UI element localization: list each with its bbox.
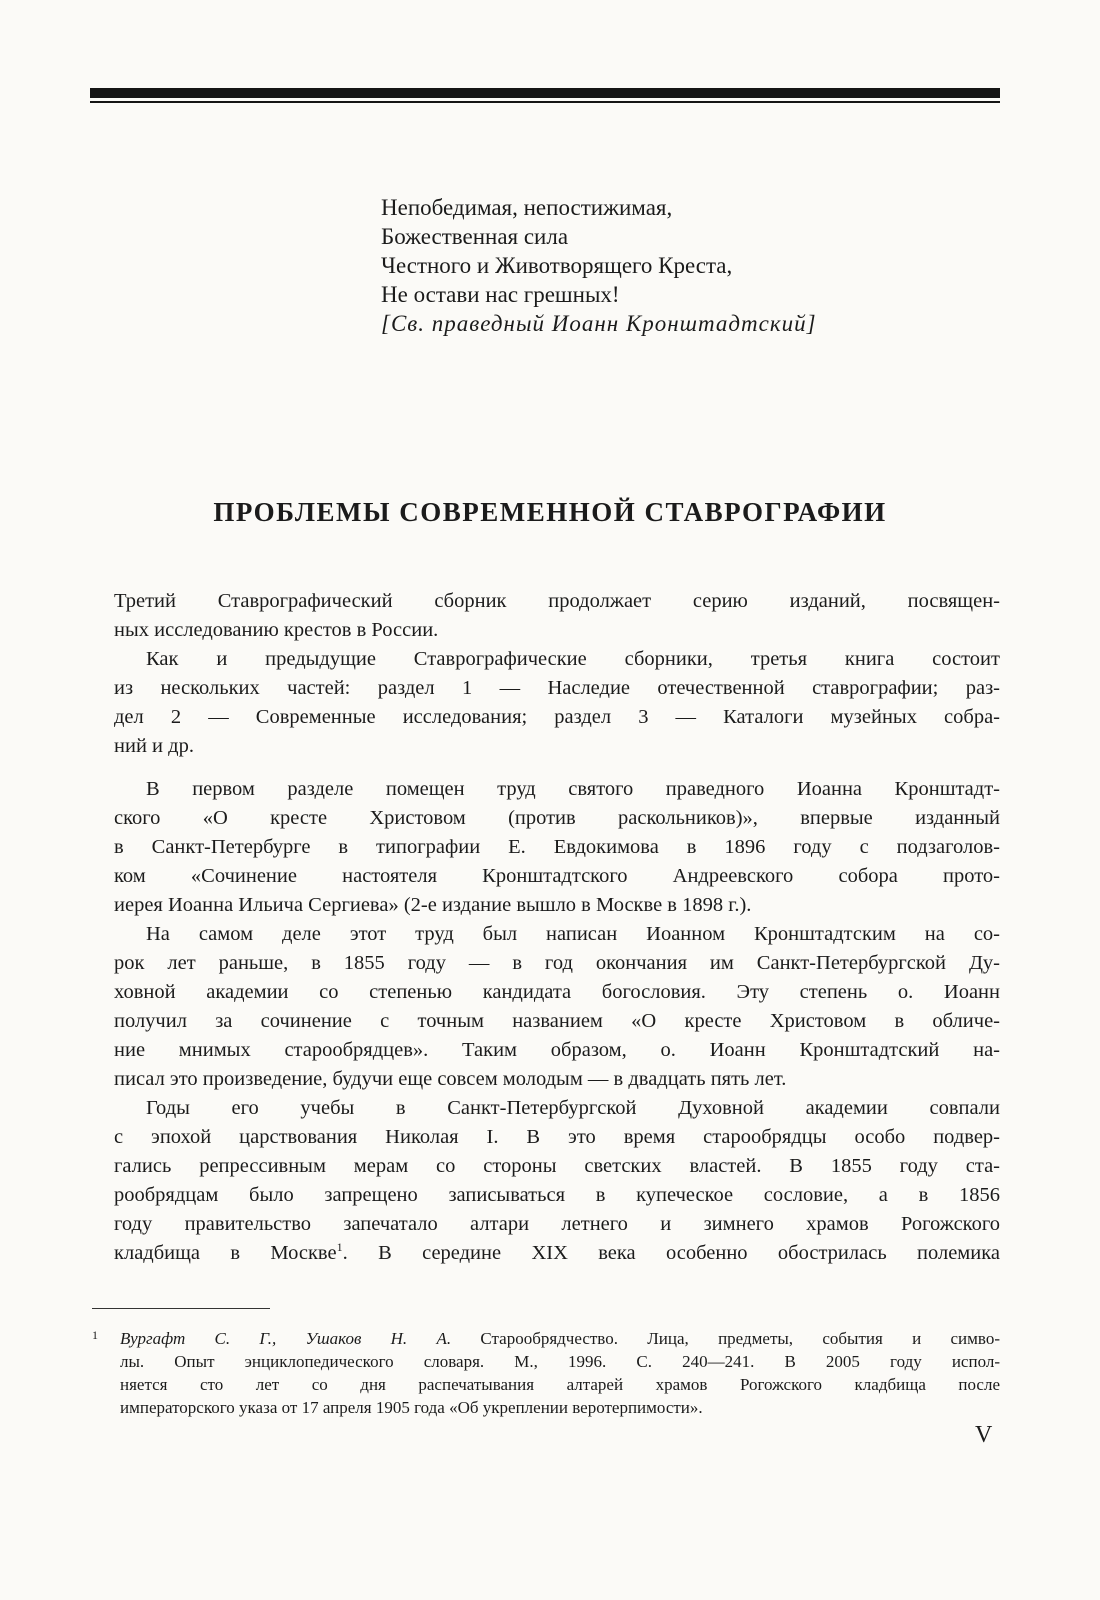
paragraph-line: ского «О кресте Христовом (против раскольников)», впервые изданный: [114, 807, 1000, 829]
paragraph-line: В первом разделе помещен труд святого праведного Иоанна Кронштадт-: [146, 778, 1000, 800]
footnote-line: императорского указа от 17 апреля 1905 года «Об укреплении веротерпимости».: [120, 1398, 703, 1417]
page-number: V: [975, 1422, 993, 1448]
paragraph-line: рок лет раньше, в 1855 году — в год окончания им Санкт-Петербургской Ду-: [114, 952, 1000, 974]
footnote: [92, 1327, 1000, 1419]
text-run: . В середине XIX века особенно обострилась полемика: [342, 1242, 1000, 1264]
text-run: кладбища в Москве: [114, 1242, 337, 1264]
paragraph-line: [114, 1239, 1000, 1268]
paragraph-line: году правительство запечатало алтари летнего и зимнего храмов Рогожского: [114, 1213, 1000, 1235]
paragraph-line: ных исследованию крестов в России.: [114, 619, 439, 641]
body-text: [114, 587, 1000, 1268]
footnote-authors: Вургафт С. Г., Ушаков Н. А.: [120, 1329, 452, 1348]
epigraph-line: Честного и Животворящего Креста,: [381, 253, 733, 278]
paragraph-line: получил за сочинение с точным названием «О кресте Христовом в обличе-: [114, 1010, 1000, 1032]
paragraph-line: На самом деле этот труд был написан Иоанном Кронштадтским на со-: [146, 923, 1000, 945]
paragraph-line: с эпохой царствования Николая I. В это время старообрядцы особо подвер-: [114, 1126, 1000, 1148]
epigraph: [381, 193, 817, 338]
footnote-line: [120, 1327, 1000, 1350]
epigraph-attribution: [Св. праведный Иоанн Кронштадтский]: [381, 311, 817, 336]
paragraph-line: писал это произведение, будучи еще совсем молодым — в двадцать пять лет.: [114, 1068, 787, 1090]
paragraph-line: рообрядцам было запрещено записываться в купеческое сословие, а в 1856: [114, 1184, 1000, 1206]
header-rule-thick: [90, 88, 1000, 98]
text-run: Старообрядчество. Лица, предметы, события и симво-: [451, 1329, 1000, 1348]
paragraph-line: иерея Иоанна Ильича Сергиева» (2-е издание вышло в Москве в 1898 г.).: [114, 894, 752, 916]
paragraph-line: ком «Сочинение настоятеля Кронштадтского Андреевского собора прото-: [114, 865, 1000, 887]
epigraph-line: Непобедимая, непостижимая,: [381, 195, 673, 220]
paragraph-line: ховной академии со степенью кандидата богословия. Эту степень о. Иоанн: [114, 981, 1000, 1003]
paragraph-line: в Санкт-Петербурге в типографии Е. Евдокимова в 1896 году с подзаголов-: [114, 836, 1000, 858]
paragraph-line: Годы его учебы в Санкт-Петербургской Духовной академии совпали: [146, 1097, 1000, 1119]
header-rule-thin: [90, 101, 1000, 103]
footnote-number: 1: [92, 1328, 98, 1342]
footnote-ref[interactable]: 1: [336, 1240, 343, 1255]
paragraph-line: Как и предыдущие Ставрографические сборники, третья книга состоит: [146, 648, 1000, 670]
footnote-line: няется сто лет со дня распечатывания алтарей храмов Рогожского кладбища после: [120, 1375, 1000, 1394]
footnote-text: [120, 1327, 1000, 1419]
paragraph-line: ний и др.: [114, 735, 194, 757]
paragraph-line: Третий Ставрографический сборник продолжает серию изданий, посвящен-: [114, 590, 1000, 612]
epigraph-line: Не остави нас грешных!: [381, 282, 620, 307]
page-title: ПРОБЛЕМЫ СОВРЕМЕННОЙ СТАВРОГРАФИИ: [213, 497, 887, 527]
paragraph-line: дел 2 — Современные исследования; раздел 3 — Каталоги музейных собра-: [114, 706, 1000, 728]
footnote-separator: [92, 1308, 270, 1309]
epigraph-line: Божественная сила: [381, 224, 569, 249]
paragraph-line: из нескольких частей: раздел 1 — Наследие отечественной ставрографии; раз-: [114, 677, 1000, 699]
paragraph-line: гались репрессивным мерам со стороны светских властей. В 1855 году ста-: [114, 1155, 1000, 1177]
footnote-line: лы. Опыт энциклопедического словаря. М., 1996. С. 240—241. В 2005 году испол-: [120, 1352, 1000, 1371]
paragraph-line: ние мнимых старообрядцев». Таким образом, о. Иоанн Кронштадтский на-: [114, 1039, 1000, 1061]
